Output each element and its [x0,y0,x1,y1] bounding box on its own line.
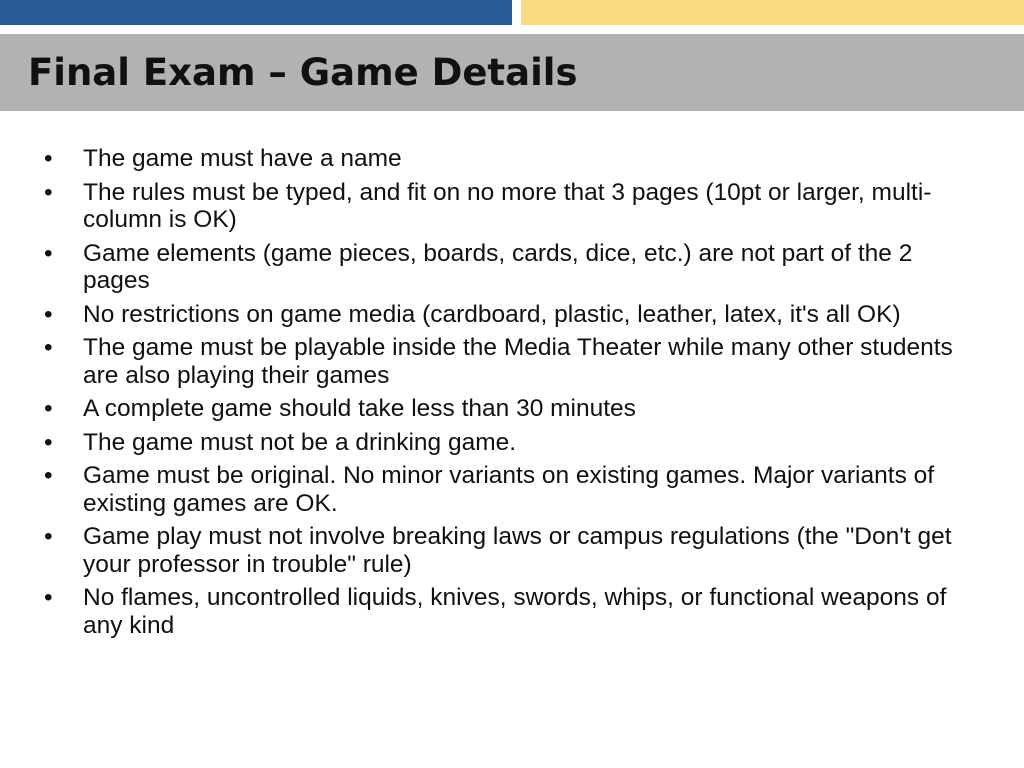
bullet-dot-icon: • [44,462,53,489]
bullet-dot-icon: • [44,584,53,611]
top-accent-bar-yellow [521,0,1024,25]
bullet-dot-icon: • [44,523,53,550]
bullet-item [0,240,1024,295]
bullet-text: No flames, uncontrolled liquids, knives, swords, whips, or functional weapons of any kind [83,584,947,639]
bullet-text: The game must not be a drinking game. [83,428,517,456]
bullet-item [0,523,1024,578]
bullet-text: The rules must be typed, and fit on no more that 3 pages (10pt or larger, multi-column is OK) [83,178,932,233]
top-accent-bar-blue [0,0,512,25]
slide-title: Final Exam – Game Details [28,51,578,94]
bullet-dot-icon: • [44,428,53,456]
bullet-dot-icon: • [44,145,53,172]
bullet-item [0,145,1024,173]
bullet-item [0,334,1024,389]
bullet-dot-icon: • [44,178,53,206]
bullet-text: The game must be playable inside the Media Theater while many other students are also playing their games [83,334,953,389]
bullet-dot-icon: • [44,395,53,422]
bullet-dot-icon: • [44,300,53,328]
bullet-text: Game play must not involve breaking laws or campus regulations (the "Don't get your professor in trouble" rule) [83,523,952,578]
bullet-list [0,145,1024,645]
bullet-dot-icon: • [44,239,53,267]
bullet-text: No restrictions on game media (cardboard, plastic, leather, latex, it's all OK) [83,300,901,328]
bullet-dot-icon: • [44,334,53,361]
bullet-item [0,301,1024,329]
bullet-text: The game must have a name [83,145,402,172]
bullet-item [0,395,1024,423]
bullet-text: Game elements (game pieces, boards, cards, dice, etc.) are not part of the 2 pages [83,239,913,294]
bullet-item [0,429,1024,457]
bullet-text: Game must be original. No minor variants on existing games. Major variants of existing games are OK. [83,462,935,517]
bullet-item [0,462,1024,517]
bullet-item [0,584,1024,639]
bullet-item [0,179,1024,234]
bullet-text: A complete game should take less than 30 minutes [83,395,636,422]
